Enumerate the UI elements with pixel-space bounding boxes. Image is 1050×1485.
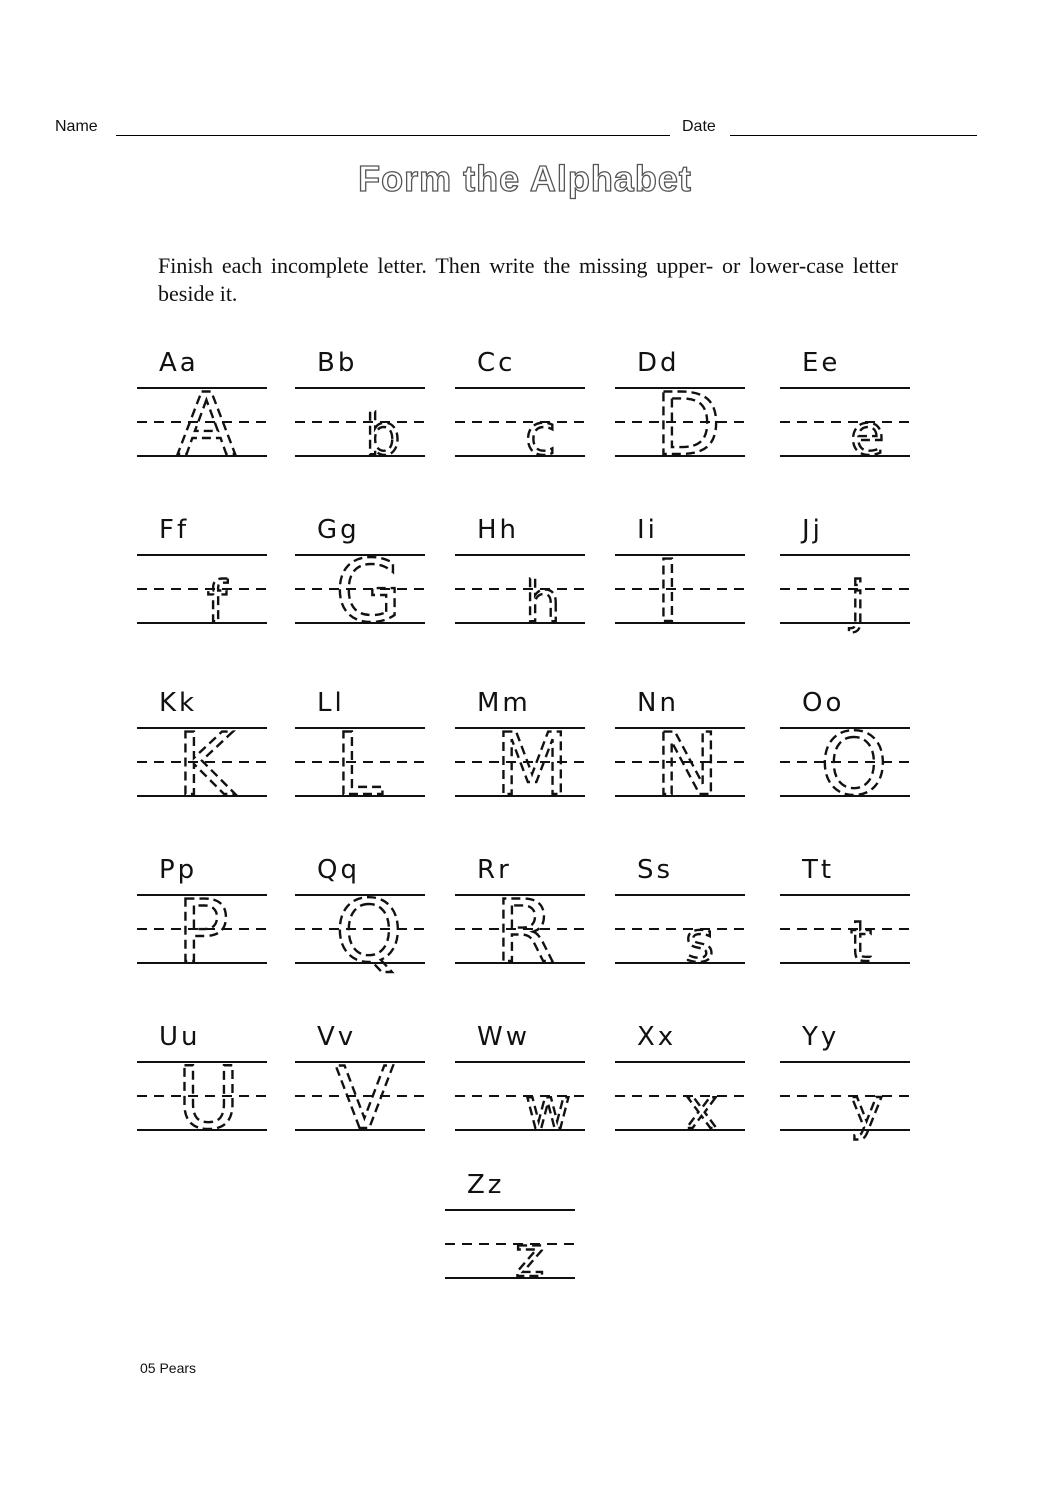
letter-cell-jj[interactable]: [780, 515, 920, 635]
date-line[interactable]: [730, 135, 977, 136]
letter-cell-pp[interactable]: [137, 855, 277, 982]
letter-label: Oo: [802, 688, 845, 718]
trace-glyph: L: [335, 715, 383, 815]
letter-cell-dd[interactable]: [615, 348, 755, 475]
letter-cell-ll[interactable]: [295, 688, 435, 815]
trace-glyph: Q: [335, 882, 403, 982]
letter-label: Yy: [802, 1022, 840, 1052]
letter-label: Ll: [317, 688, 345, 718]
letter-cell-aa[interactable]: [137, 348, 277, 475]
letter-cell-qq[interactable]: [295, 855, 435, 982]
trace-glyph: b: [365, 403, 401, 468]
trace-glyph: I: [655, 542, 681, 642]
letter-label: Qq: [317, 855, 360, 885]
instructions: Finish each incomplete letter. Then write the missing upper- or lower-case letter beside it.: [158, 253, 898, 306]
letter-cell-zz[interactable]: [445, 1170, 585, 1290]
trace-glyph: x: [685, 1077, 719, 1142]
letter-label: Dd: [637, 348, 680, 378]
letter-label: Uu: [159, 1022, 201, 1052]
writing-lines: [780, 855, 920, 975]
trace-glyph: M: [495, 715, 570, 815]
letter-cell-ww[interactable]: [455, 1022, 595, 1142]
trace-glyph: e: [850, 403, 885, 468]
writing-lines: [295, 348, 435, 468]
letter-cell-tt[interactable]: [780, 855, 920, 975]
trace-glyph: y: [850, 1077, 884, 1142]
date-label: Date: [682, 118, 716, 135]
writing-lines: [780, 348, 920, 468]
letter-cell-yy[interactable]: [780, 1022, 920, 1142]
writing-lines: [295, 1022, 435, 1149]
trace-glyph: j: [850, 570, 866, 635]
letter-cell-ee[interactable]: [780, 348, 920, 468]
letter-cell-gg[interactable]: [295, 515, 435, 642]
letter-label: Ee: [802, 348, 841, 378]
writing-lines: [780, 515, 920, 635]
trace-glyph: w: [525, 1077, 571, 1142]
trace-glyph: z: [515, 1225, 545, 1290]
letter-cell-uu[interactable]: [137, 1022, 277, 1149]
letter-label: Gg: [317, 515, 360, 545]
writing-lines: [780, 1022, 920, 1142]
trace-glyph: D: [655, 375, 722, 475]
letter-cell-oo[interactable]: [780, 688, 920, 815]
writing-lines: [295, 855, 435, 982]
writing-lines: [455, 1022, 595, 1142]
letter-cell-cc[interactable]: [455, 348, 595, 468]
letter-label: Ss: [637, 855, 674, 885]
writing-lines: [615, 1022, 755, 1142]
writing-lines: [780, 688, 920, 815]
trace-glyph: N: [655, 715, 720, 815]
trace-glyph: t: [850, 910, 872, 975]
letter-label: Pp: [159, 855, 198, 885]
writing-lines: [455, 855, 595, 982]
letter-label: Kk: [159, 688, 198, 718]
trace-glyph: R: [495, 882, 555, 982]
letter-label: Ii: [637, 515, 658, 545]
letter-label: Mm: [477, 688, 531, 718]
writing-lines: [137, 688, 277, 815]
writing-lines: [445, 1170, 585, 1290]
letter-label: Bb: [317, 348, 358, 378]
writing-lines: [455, 688, 595, 815]
letter-label: Zz: [467, 1170, 505, 1200]
writing-lines: [615, 855, 755, 975]
writing-lines: [137, 855, 277, 982]
trace-glyph: G: [335, 542, 402, 642]
writing-lines: [455, 515, 595, 635]
letter-cell-ff[interactable]: [137, 515, 277, 635]
name-label: Name: [55, 118, 98, 135]
letter-label: Xx: [637, 1022, 677, 1052]
letter-label: Ff: [159, 515, 190, 545]
writing-lines: [615, 515, 755, 642]
name-line[interactable]: [116, 135, 670, 136]
copyright-footer: 05 Pears: [140, 1360, 197, 1376]
trace-glyph: P: [177, 882, 229, 982]
letter-label: Nn: [637, 688, 679, 718]
letter-label: Cc: [477, 348, 516, 378]
trace-glyph: U: [177, 1049, 240, 1149]
writing-lines: [137, 348, 277, 475]
letter-label: Aa: [159, 348, 199, 378]
letter-label: Vv: [317, 1022, 357, 1052]
letter-label: Ww: [477, 1022, 530, 1052]
writing-lines: [137, 1022, 277, 1149]
letter-cell-ii[interactable]: [615, 515, 755, 642]
trace-glyph: V: [335, 1049, 394, 1149]
page-title: Form the Alphabet: [358, 158, 692, 199]
letter-cell-vv[interactable]: [295, 1022, 435, 1149]
letter-cell-ss[interactable]: [615, 855, 755, 975]
letter-label: Tt: [802, 855, 835, 885]
trace-glyph: f: [207, 570, 227, 635]
letter-cell-hh[interactable]: [455, 515, 595, 635]
letter-cell-kk[interactable]: [137, 688, 277, 815]
writing-lines: [615, 348, 755, 475]
writing-lines: [295, 515, 435, 642]
letter-cell-rr[interactable]: [455, 855, 595, 982]
letter-label: Hh: [477, 515, 520, 545]
trace-glyph: O: [820, 715, 888, 815]
trace-glyph: s: [685, 910, 715, 975]
letter-cell-bb[interactable]: [295, 348, 435, 468]
letter-label: Rr: [477, 855, 512, 885]
writing-lines: [615, 688, 755, 815]
writing-lines: [295, 688, 435, 815]
trace-glyph: c: [525, 403, 556, 468]
writing-lines: [137, 515, 277, 635]
letter-cell-xx[interactable]: [615, 1022, 755, 1142]
writing-lines: [455, 348, 595, 468]
letter-cell-mm[interactable]: [455, 688, 595, 815]
trace-glyph: A: [177, 375, 236, 475]
trace-glyph: h: [525, 570, 561, 635]
letter-label: Jj: [802, 515, 823, 545]
trace-glyph: K: [177, 715, 234, 815]
letter-cell-nn[interactable]: [615, 688, 755, 815]
